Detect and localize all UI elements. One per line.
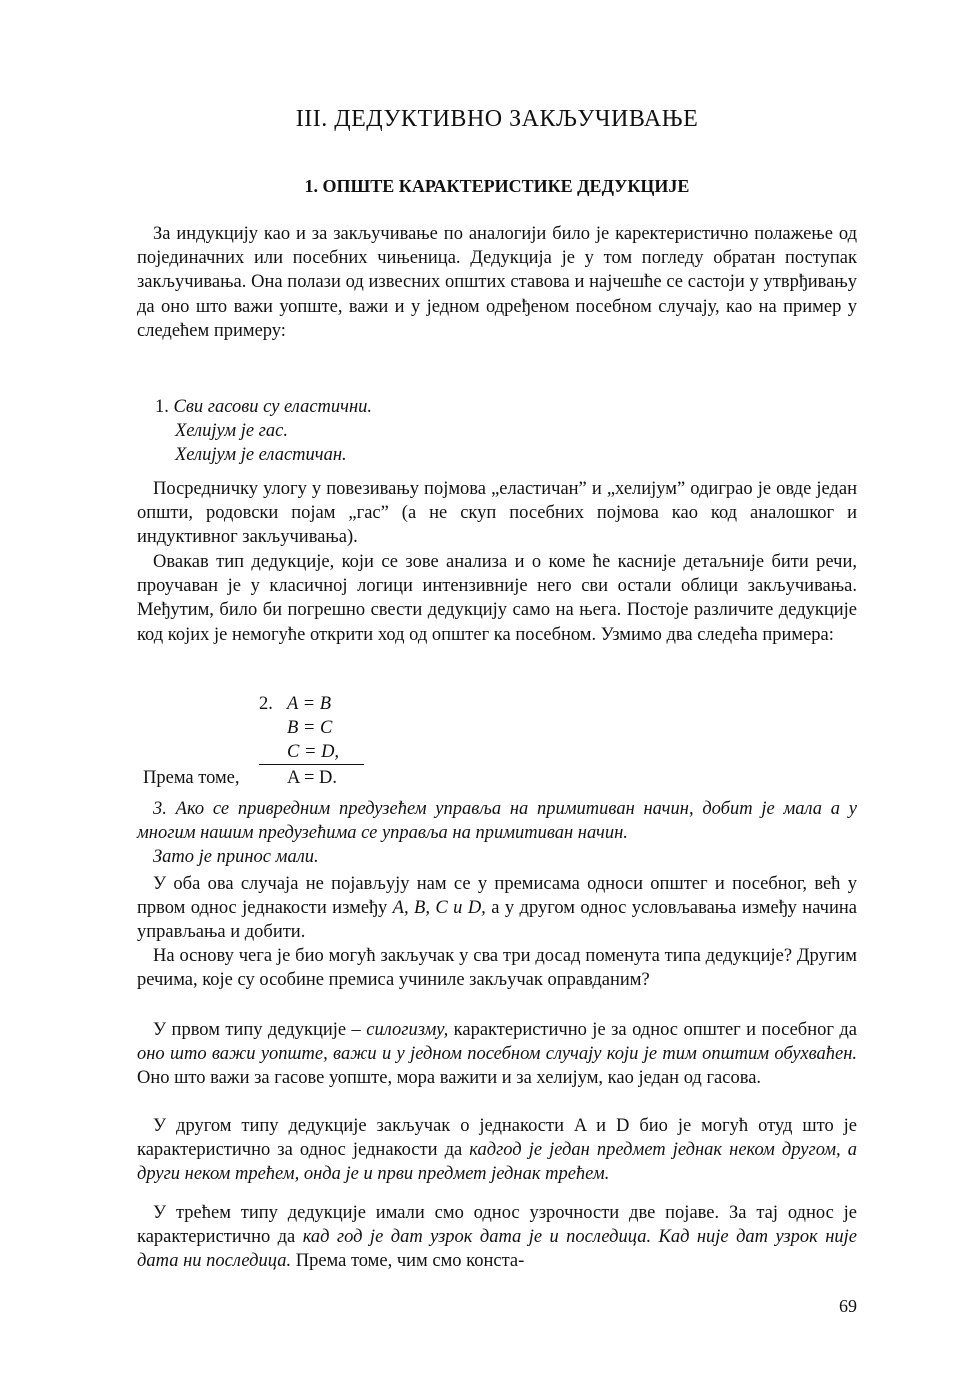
example-2-equation-3: C = D, xyxy=(287,742,340,762)
example-3 xyxy=(137,797,857,870)
example-1-number: 1. xyxy=(155,397,169,417)
paragraph-question-text: На основу чега је био могућ закључак у сва три досад поменута типа дедукције? Другим речима, које су особине премиса учиниле закључак оправданим? xyxy=(137,946,857,991)
paragraph-syllogism xyxy=(137,1018,857,1091)
example-1-premise-2: Хелијум је гас. xyxy=(175,421,288,441)
paragraph-analysis-text: Овакав тип дедукције, који се зове анализа и о коме ће касније детаљније бити речи, проучаван је у класичној логици интензивније него сви остали облици закључивања. Међутим, било би погрешно свести дедукцију само на њега. Постоје различите дедукције код којих је немогуће открити ход од општег ка посебном. Узмимо два следећа примера: xyxy=(137,552,857,645)
paragraph-mediator-text: Посредничку улогу у повезивању појмова „еластичан” и „хелијум” одиграо је овде један општи, родовски појам „гас” (а не скуп посебних појмова као код аналошког и индуктивног закључивања). xyxy=(137,479,857,548)
paragraph-equality-text xyxy=(137,1114,857,1187)
paragraph-causality-part-2: Према томе, чим смо конста- xyxy=(291,1251,525,1272)
paragraph-equality-principle: кадгод је један предмет једнак неком другом, а други неком трећем, онда је и први предмет једнак трећем. xyxy=(137,1140,857,1185)
example-2-equation-1: A = B xyxy=(287,694,332,714)
example-3-number: 3. xyxy=(153,799,167,819)
paragraph-analysis xyxy=(137,550,857,647)
paragraph-causality-principle: кад год је дат узрок дата је и последица. Кад није дат узрок није дата ни последица. xyxy=(137,1227,857,1272)
example-2-conclusion: A = D. xyxy=(287,768,338,788)
paragraph-causality-text xyxy=(137,1201,857,1274)
example-1-premise-1: Сви гасови су еластични. xyxy=(173,397,373,417)
example-1-conclusion: Хелијум је еластичан. xyxy=(175,445,347,465)
paragraph-syllogism-part-1: У првом типу дедукције – xyxy=(153,1020,367,1040)
example-3-conclusion: Зато је принос мали. xyxy=(153,847,319,868)
paragraph-equality-part-1: У другом типу дедукције закључак о једнакости A и D био је могућ отуд што је карактеристично за однос једнакости да xyxy=(137,1116,857,1161)
paragraph-syllogism-principle: оно што важи уопште, важи и у једном посебном случају који је тим општим обухваћен. xyxy=(137,1044,857,1065)
example-1 xyxy=(155,395,372,467)
paragraph-relations-text xyxy=(137,872,857,945)
example-3-text: Ако се привредним предузећем управља на примитиван начин, добит је мала а у многим нашим предузећима се управља на примитиван начин. xyxy=(137,799,858,844)
paragraph-relations-part-2: а у другом однос условљавања између начина управљања и добити. xyxy=(137,898,857,943)
paragraph-causality xyxy=(137,1201,857,1274)
example-2-conclusion-line xyxy=(259,764,364,765)
paragraph-mediator xyxy=(137,477,857,550)
paragraph-equality xyxy=(137,1114,857,1187)
paragraph-relations-emphasis: A, B, C и D, xyxy=(392,898,486,919)
paragraph-syllogism-text xyxy=(137,1018,857,1091)
section-title: 1. ОПШТЕ КАРАКТЕРИСТИКЕ ДЕДУКЦИЈЕ xyxy=(304,176,690,196)
example-3-premises xyxy=(137,797,857,845)
page-number: 69 xyxy=(839,1296,857,1316)
book-page xyxy=(137,0,857,1388)
paragraph-causality-part-1: У трећем типу дедукције имали смо однос узрочности две појаве. За тај однос је карактеристично да xyxy=(137,1203,857,1248)
example-1-line-1 xyxy=(155,395,372,419)
chapter-title: III. ДЕДУКТИВНО ЗАКЉУЧИВАЊЕ xyxy=(295,106,699,132)
paragraph-syllogism-part-3: Оно што важи за гасове уопште, мора важити и за хелијум, као један од гасова. xyxy=(137,1068,762,1089)
paragraph-intro xyxy=(137,222,857,343)
paragraph-relations xyxy=(137,872,857,945)
paragraph-question xyxy=(137,944,857,992)
paragraph-syllogism-term: силогизму, xyxy=(366,1020,449,1040)
example-2 xyxy=(137,692,857,792)
paragraph-relations-part-1: У оба ова случаја не појављују нам се у премисама односи општег и посебног, већ у првом однос једнакости између xyxy=(137,874,857,919)
example-2-number: 2. xyxy=(259,694,273,714)
example-2-equation-2: B = C xyxy=(287,718,333,738)
example-2-conclusion-label: Према томе, xyxy=(143,768,240,788)
paragraph-syllogism-part-2: карактеристично је за однос општег и посебног да xyxy=(448,1020,857,1040)
paragraph-intro-text: За индукцију као и за закључивање по аналогији било је каректеристично полажење од појединачних или посебних чињеница. Дедукција је у том погледу обратан поступак закључивања. Она полази од извесних општих ставова и најчешће се састоји у утврђивању да оно што важи уопште, важи и у једном одређеном посебном случају, као на пример у следећем примеру: xyxy=(137,224,857,341)
